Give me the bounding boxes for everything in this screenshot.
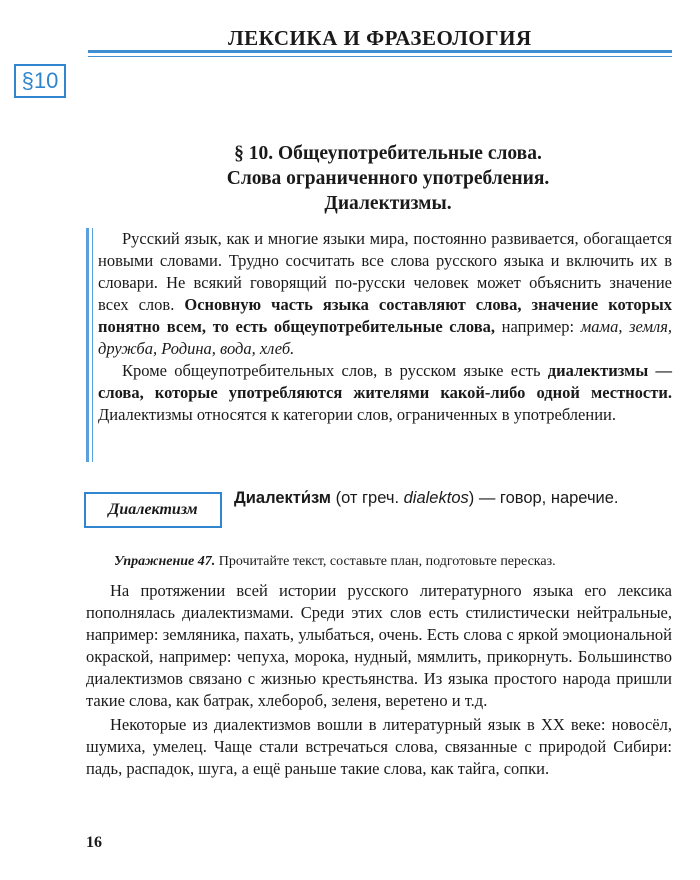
exercise-instruction (114, 553, 674, 571)
theory-text (98, 228, 672, 426)
section-heading-line-3: Диалектизмы. (324, 193, 452, 214)
exercise-text-body (86, 580, 672, 782)
header-rule-thin (88, 56, 672, 57)
term-word: Диалекти́зм (234, 489, 331, 507)
term-etym-close: ) — говор, наречие. (468, 489, 619, 507)
theory-p2-text: Кроме общеупотребительных слов, в русском языке есть (122, 361, 548, 380)
term-etym-open: (от греч. (331, 489, 404, 507)
page-number: 16 (86, 834, 102, 851)
theory-p1-definition: Основную часть языка составляют слова, значение которых понятно всем, то есть общеупотребительные слова, (98, 295, 672, 336)
term-definition (234, 486, 654, 510)
term-box: Диалектизм (84, 492, 222, 528)
theory-block (86, 228, 678, 466)
section-heading (160, 141, 616, 216)
theory-margin-bar (86, 228, 89, 462)
exercise-label: Упражнение 47. (114, 554, 216, 569)
section-badge: §10 (14, 64, 66, 98)
theory-p2-definition: диалектизмы — слова, которые употребляются жителями какой-либо одной местности. (98, 361, 672, 402)
header-rule (88, 50, 672, 53)
term-etym-word: dialektos (403, 489, 469, 507)
running-header-title: ЛЕКСИКА И ФРАЗЕОЛОГИЯ (228, 26, 532, 50)
section-heading-line-2: Слова ограниченного употребления. (226, 168, 550, 189)
section-heading-line-1: § 10. Общеупотребительные слова. (234, 143, 542, 164)
theory-p2-tail: Диалектизмы относятся к категории слов, ограниченных в употреблении. (98, 405, 616, 424)
theory-margin-bar-thin (92, 228, 93, 462)
theory-p1-connector: например: (495, 317, 581, 336)
theory-paragraph-1 (98, 228, 672, 360)
theory-p1-text: Русский язык, как и многие языки мира, постоянно развивается, обогащается новыми словами. Трудно сосчитать все слова русского языка и включить их в словари. Не всякий говорящий по-русски человек может объяснить значение всех слов. (98, 229, 672, 314)
exercise-paragraph-1: На протяжении всей истории русского литературного языка его лексика пополнялась диалектизмами. Среди этих слов есть стилистически нейтральные, например: земляника, пахать, улыбаться, очень. Есть слова с яркой эмоциональной окраской, например: чепуха, морока, нудный, мямлить, прикорнуть. Большинство диалектизмов связано с жизнью крестьянства. Из языка простого народа пришли такие слова, как батрак, хлебороб, зеленя, веретено и т.д. (86, 581, 672, 710)
theory-p1-examples: мама, земля, дружба, Родина, вода, хлеб. (98, 317, 672, 358)
theory-paragraph-2 (98, 360, 672, 426)
exercise-text: Прочитайте текст, составьте план, подготовьте пересказ. (215, 554, 556, 569)
exercise-paragraph-2: Некоторые из диалектизмов вошли в литературный язык в XX веке: новосёл, шумиха, умелец. Чаще стали встречаться слова, связанные с природой Сибири: падь, распадок, шуга, а ещё раньше такие слова, как тайга, сопки. (86, 715, 672, 778)
